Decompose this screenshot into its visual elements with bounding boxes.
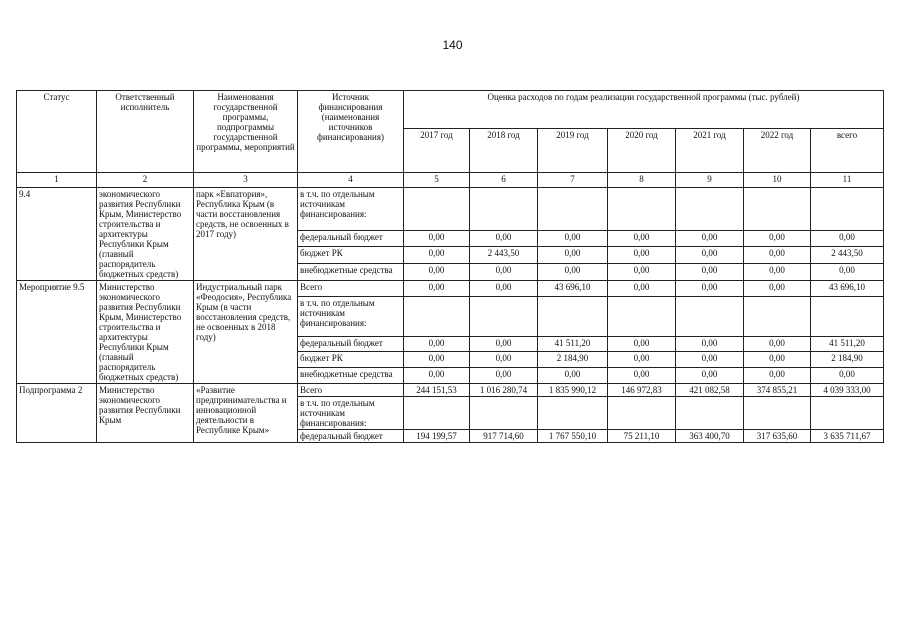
cell-value: 0,00: [404, 247, 470, 264]
cell-value: 0,00: [538, 247, 608, 264]
cell-value: [744, 296, 811, 336]
cell-source: федеральный бюджет: [298, 230, 404, 247]
cell-value: [538, 397, 608, 430]
cell-executor: Министерство экономического развития Республики Крым, Министерство строительства и архитектуры Республики Крым (главный распорядитель бюджетных средств): [97, 281, 194, 384]
cell-source: федеральный бюджет: [298, 336, 404, 352]
cell-value: 0,00: [811, 368, 884, 384]
cell-value: 1 835 990,12: [538, 384, 608, 397]
header-year: 2021 год: [676, 129, 744, 173]
cell-executor: Министерство экономического развития Республики Крым: [97, 384, 194, 443]
cell-value: 0,00: [676, 352, 744, 368]
cell-value: [538, 296, 608, 336]
cell-value: 2 443,50: [811, 247, 884, 264]
header-estimate: Оценка расходов по годам реализации государственной программы (тыс. рублей): [404, 91, 884, 129]
cell-value: 1 016 280,74: [470, 384, 538, 397]
header-status: Статус: [17, 91, 97, 173]
column-number: 6: [470, 173, 538, 188]
header-year: 2020 год: [608, 129, 676, 173]
cell-value: 917 714,60: [470, 430, 538, 443]
cell-value: 0,00: [404, 352, 470, 368]
cell-value: 363 400,70: [676, 430, 744, 443]
cell-name: парк «Евпатория», Республика Крым (в части восстановления средств, не освоенных в 2017 году): [194, 188, 298, 281]
column-number: 7: [538, 173, 608, 188]
cell-value: 0,00: [744, 247, 811, 264]
cell-value: 0,00: [470, 281, 538, 297]
cell-value: 0,00: [470, 368, 538, 384]
column-number: 4: [298, 173, 404, 188]
cell-value: 0,00: [608, 281, 676, 297]
cell-value: [676, 397, 744, 430]
column-number: 10: [744, 173, 811, 188]
header-name: Наименования государственной программы, подпрограммы государственной программы, мероприятий: [194, 91, 298, 173]
cell-value: 43 696,10: [538, 281, 608, 297]
cell-value: 0,00: [676, 281, 744, 297]
cell-value: [404, 397, 470, 430]
column-number: 9: [676, 173, 744, 188]
cell-value: [676, 188, 744, 231]
cell-value: 0,00: [744, 281, 811, 297]
cell-value: 75 211,10: [608, 430, 676, 443]
header-year: 2019 год: [538, 129, 608, 173]
cell-value: 194 199,57: [404, 430, 470, 443]
cell-value: 2 184,90: [538, 352, 608, 368]
cell-value: 2 443,50: [470, 247, 538, 264]
cell-value: [470, 188, 538, 231]
cell-status: 9.4: [17, 188, 97, 281]
cell-value: 0,00: [470, 352, 538, 368]
cell-value: 0,00: [744, 368, 811, 384]
column-number: 5: [404, 173, 470, 188]
cell-source: федеральный бюджет: [298, 430, 404, 443]
cell-value: 0,00: [470, 230, 538, 247]
cell-value: 0,00: [404, 281, 470, 297]
cell-value: 0,00: [676, 264, 744, 281]
cell-value: 374 855,21: [744, 384, 811, 397]
cell-value: 0,00: [538, 368, 608, 384]
cell-value: 0,00: [470, 336, 538, 352]
cell-value: 41 511,20: [811, 336, 884, 352]
header-executor: Ответственный исполнитель: [97, 91, 194, 173]
table-row: [17, 281, 884, 297]
cell-value: [811, 296, 884, 336]
cell-value: [404, 296, 470, 336]
cell-value: 0,00: [538, 264, 608, 281]
cell-source: в т.ч. по отдельным источникам финансирования:: [298, 188, 404, 231]
cell-value: 421 082,58: [676, 384, 744, 397]
cell-source: Всего: [298, 384, 404, 397]
budget-table: [16, 90, 884, 443]
header-source: Источник финансирования (наименования источников финансирования): [298, 91, 404, 173]
cell-value: 0,00: [811, 264, 884, 281]
header-year: 2017 год: [404, 129, 470, 173]
column-number: 2: [97, 173, 194, 188]
cell-source: в т.ч. по отдельным источникам финансирования:: [298, 397, 404, 430]
cell-value: 146 972,83: [608, 384, 676, 397]
cell-value: 0,00: [608, 368, 676, 384]
cell-value: 0,00: [404, 368, 470, 384]
table-row: [17, 384, 884, 397]
cell-value: 0,00: [744, 230, 811, 247]
cell-value: [608, 296, 676, 336]
cell-source: в т.ч. по отдельным источникам финансирования:: [298, 296, 404, 336]
cell-value: 0,00: [744, 336, 811, 352]
cell-value: 0,00: [676, 230, 744, 247]
cell-value: [538, 188, 608, 231]
cell-value: [744, 397, 811, 430]
cell-value: 317 635,60: [744, 430, 811, 443]
cell-value: 0,00: [744, 264, 811, 281]
cell-source: бюджет РК: [298, 352, 404, 368]
cell-value: 3 635 711,67: [811, 430, 884, 443]
page-number: 140: [442, 38, 463, 52]
cell-value: 0,00: [538, 230, 608, 247]
cell-value: 1 767 550,10: [538, 430, 608, 443]
header-year: всего: [811, 129, 884, 173]
cell-value: [608, 188, 676, 231]
cell-value: 0,00: [744, 352, 811, 368]
cell-value: 0,00: [608, 230, 676, 247]
cell-value: [470, 397, 538, 430]
cell-value: 0,00: [608, 336, 676, 352]
cell-value: 0,00: [676, 368, 744, 384]
cell-value: [404, 188, 470, 231]
column-number: 8: [608, 173, 676, 188]
cell-value: [811, 397, 884, 430]
cell-value: 2 184,90: [811, 352, 884, 368]
cell-value: 0,00: [608, 352, 676, 368]
column-number: 3: [194, 173, 298, 188]
cell-value: 244 151,53: [404, 384, 470, 397]
header-year: 2018 год: [470, 129, 538, 173]
cell-executor: экономического развития Республики Крым, Министерство строительства и архитектуры Республики Крым (главный распорядитель бюджетных средств): [97, 188, 194, 281]
cell-status: Подпрограмма 2: [17, 384, 97, 443]
cell-value: [470, 296, 538, 336]
column-number: 1: [17, 173, 97, 188]
cell-name: Индустриальный парк «Феодосия», Республика Крым (в части восстановления средств, не освоенных в 2018 году): [194, 281, 298, 384]
cell-value: 0,00: [676, 336, 744, 352]
column-number: 11: [811, 173, 884, 188]
cell-value: 0,00: [404, 264, 470, 281]
header-year: 2022 год: [744, 129, 811, 173]
cell-value: [811, 188, 884, 231]
cell-source: бюджет РК: [298, 247, 404, 264]
cell-value: 0,00: [811, 230, 884, 247]
cell-source: внебюджетные средства: [298, 264, 404, 281]
cell-value: [744, 188, 811, 231]
cell-value: 0,00: [608, 247, 676, 264]
cell-source: Всего: [298, 281, 404, 297]
table-row: [17, 188, 884, 231]
cell-value: 0,00: [404, 336, 470, 352]
cell-value: 4 039 333,00: [811, 384, 884, 397]
cell-value: 0,00: [608, 264, 676, 281]
cell-value: 0,00: [470, 264, 538, 281]
cell-value: 0,00: [676, 247, 744, 264]
cell-value: [676, 296, 744, 336]
cell-value: 43 696,10: [811, 281, 884, 297]
cell-name: «Развитие предпринимательства и инновационной деятельности в Республике Крым»: [194, 384, 298, 443]
cell-value: 0,00: [404, 230, 470, 247]
cell-value: [608, 397, 676, 430]
cell-status: Мероприятие 9.5: [17, 281, 97, 384]
cell-source: внебюджетные средства: [298, 368, 404, 384]
cell-value: 41 511,20: [538, 336, 608, 352]
